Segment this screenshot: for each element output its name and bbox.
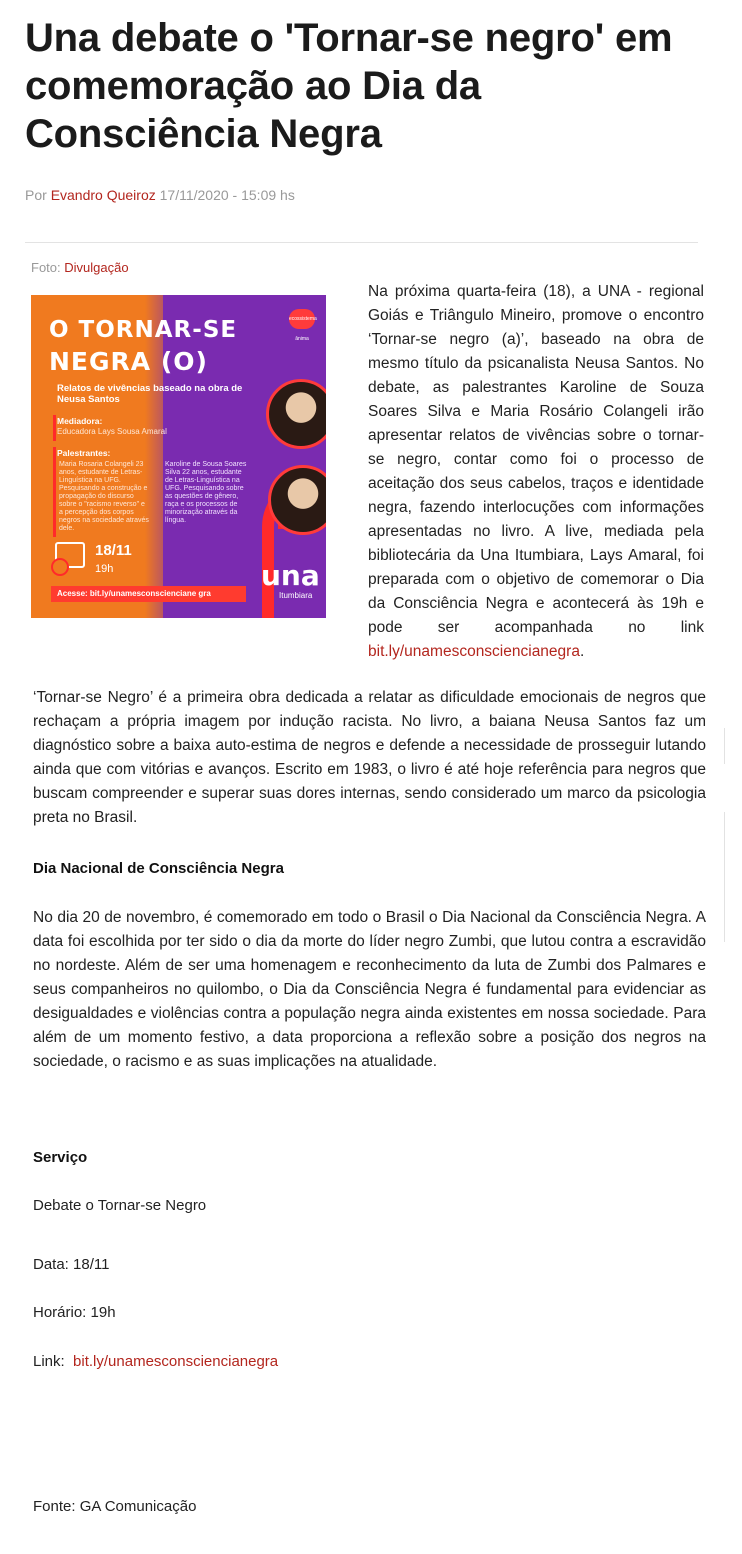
photo-credit-link[interactable]: Divulgação [64, 260, 129, 275]
poster-cta: Acesse: bit.ly/unamesconscienciane gra [51, 586, 246, 602]
service-link[interactable]: bit.ly/unamesconsciencianegra [73, 1353, 279, 1370]
clock-icon [51, 558, 69, 576]
section-heading-dia: Dia Nacional de Consciência Negra [33, 860, 284, 877]
photo-label: Foto: [31, 260, 61, 275]
poster-headline-1: O TORNAR-SE [49, 317, 238, 343]
poster-subtitle: Relatos de vivências baseado na obra de Neusa Santos [57, 383, 243, 405]
intro-text: Na próxima quarta-feira (18), a UNA - regional Goiás e Triângulo Mineiro, promove o encontro ‘Tornar-se negro (a)’, baseado na obra de mesmo título da psicanalista Neusa Santos. No debate, as palestrantes Karoline de Souza Soares Silva e Maria Rosário Colangeli irão apresentar relatos de vivências sobre o tornar-se negro, contar como foi o processo de aceitação dos seus cabelos, traços e identidade negra, fazendo interlocuções com informações apresentadas no livro. A live, mediada pela bibliotecária da Una Itumbiara, Lays Amaral, foi preparada com o objetivo de comemorar o Dia da Consciência Negra e acontecerá às 19h e pode ser acompanhada no link [368, 283, 704, 636]
poster-mediadora-label: Mediadora: [57, 416, 103, 426]
una-logo: una [261, 559, 320, 592]
author-link[interactable]: Evandro Queiroz [50, 187, 156, 203]
article-title: Una debate o 'Tornar-se negro' em comemoração ao Dia da Consciência Negra [25, 16, 673, 156]
poster-hour: 19h [95, 563, 114, 575]
service-link-label: Link: [33, 1353, 65, 1370]
poster-palestrantes-label: Palestrantes: [57, 448, 111, 458]
event-link[interactable]: bit.ly/unamesconsciencianegra [368, 643, 580, 660]
service-event: Debate o Tornar-se Negro [33, 1197, 207, 1214]
intro-end: . [579, 643, 585, 660]
by-label: Por [25, 187, 47, 203]
poster-accent-bar [53, 415, 56, 441]
una-city: Itumbiara [279, 591, 313, 600]
paragraph-dia: No dia 20 de novembro, é comemorado em todo o Brasil o Dia Nacional da Consciência Negra. A data foi escolhida por ter sido o dia da morte do líder negro Zumbi, que lutou contra a escravidão no nordeste. Além de ser uma homenagem e reconhecimento da luta de Zumbi dos Palmares e seus companheiros no quilombo, o Dia da Consciência Negra é fundamental para evidenciar as desigualdades e violências contra a população negra ainda existentes em nossa sociedade. Para além de um momento festivo, a data proporciona a reflexão sobre a posição dos negros na sociedade, o racismo e as suas implicações na atualidade. [33, 909, 706, 1070]
poster-badge: ecossistema ânima [289, 309, 315, 329]
poster-accent-bar [53, 447, 56, 537]
poster-speaker-1: Maria Rosaria Colangeli 23 anos, estudante de Letras-Linguística na UFG. Pesquisando a construção e propagação do discurso sobre o "racismo reverso" e a percepção dos corpos negros na sociedade através dele. [59, 461, 149, 532]
service-heading: Serviço [33, 1149, 88, 1166]
edge-line [724, 812, 725, 942]
paragraph-book: ‘Tornar-se Negro’ é a primeira obra dedicada a relatar as dificuldade emocionais de negros que rechaçam a própria imagem por indução racista. No livro, a baiana Neusa Santos faz um diagnóstico sobre a baixa auto-estima de negros e defende a necessidade de prosseguir lutando ainda que com vitórias e avanços. Escrito em 1983, o livro é até hoje referência para negros que buscam compreender e superar suas dores internas, sendo considerado um marco da psicologia preta no Brasil. [33, 689, 706, 826]
source-credit: Fonte: GA Comunicação [33, 1498, 197, 1515]
poster-mediadora-name: Educadora Lays Sousa Amaral [57, 427, 167, 436]
publish-datetime: 17/11/2020 - 15:09 hs [159, 187, 295, 203]
byline [25, 187, 295, 203]
service-time: Horário: 19h [33, 1304, 116, 1321]
poster-speaker-2: Karoline de Sousa Soares Silva 22 anos, estudante de Letras-Linguística na UFG. Pesquisando sobre as questões de gênero, raça e os processos de minorização através da língua. [165, 461, 247, 524]
service-date: Data: 18/11 [33, 1256, 110, 1273]
poster-date: 18/11 [95, 542, 132, 559]
photo-credit [31, 260, 129, 275]
edge-line [724, 728, 725, 764]
service-link-line [33, 1353, 278, 1370]
divider [25, 242, 698, 243]
poster-headline-2: NEGRA (O) [49, 347, 208, 376]
event-poster-image [31, 295, 326, 618]
intro-paragraph [368, 280, 704, 664]
